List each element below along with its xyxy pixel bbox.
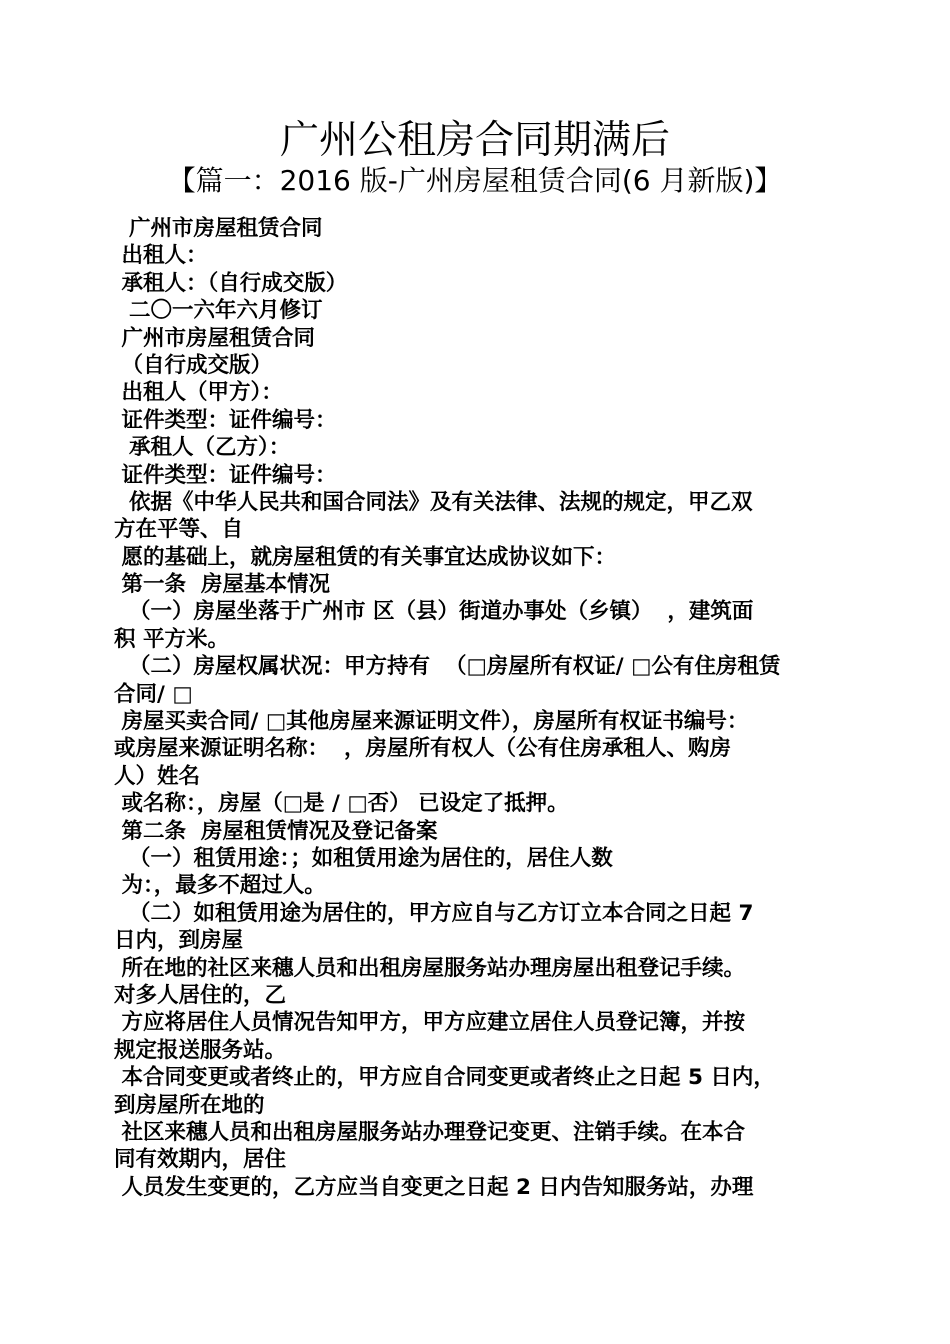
document-line: 规定报送服务站。 [114,1037,287,1063]
document-line: 人）姓名 [114,763,201,789]
document-line: 愿的基础上，就房屋租赁的有关事宜达成协议如下： [114,544,616,570]
document-line: 依据《中华人民共和国合同法》及有关法律、法规的规定，甲乙双 [114,489,753,515]
document-line: 房屋买卖合同/ □其他房屋来源证明文件），房屋所有权证书编号： [114,709,749,735]
document-line: 广州市房屋租赁合同 [114,325,315,351]
document-line: 出租人（甲方）： [114,380,283,406]
document-line: 承租人（乙方）： [114,435,291,461]
document-line: 所在地的社区来穗人员和出租房屋服务站办理房屋出租登记手续。 [114,955,745,981]
document-line: 方应将居住人员情况告知甲方，甲方应建立居住人员登记簿，并按 [114,1010,745,1036]
document-title: 广州公租房合同期满后 [279,118,670,163]
document-line: 或房屋来源证明名称： ，房屋所有权人（公有住房承租人、购房 [114,736,731,762]
document-line: 对多人居住的，乙 [114,982,287,1008]
document-line: （自行成交版） [114,352,272,378]
document-line: 或名称：，房屋（□是 / □否） 已设定了抵押。 [114,791,569,817]
document-line: 积 平方米。 [114,626,229,652]
document-line: （一）租赁用途：；如租赁用途为居住的，居住人数 [114,845,613,871]
document-body [114,215,830,1201]
document-line: 社区来穗人员和出租房屋服务站办理登记变更、注销手续。在本合 [114,1119,745,1145]
document-line: 承租人：（自行成交版） [114,270,348,296]
document-line: 第二条 房屋租赁情况及登记备案 [114,818,438,844]
document-line: 广州市房屋租赁合同 [114,216,323,241]
document-line: 日内，到房屋 [114,928,244,954]
document-line: 证件类型：证件编号： [114,462,337,488]
document-line: 人员发生变更的，乙方应当自变更之日起 2 日内告知服务站，办理 [114,1174,754,1200]
document-line: （二）如租赁用途为居住的，甲方应自与乙方订立本合同之日起 7 [114,900,754,926]
document-line: 本合同变更或者终止的，甲方应自合同变更或者终止之日起 5 日内， [114,1065,775,1091]
document-line: （一）房屋坐落于广州市 区（县）街道办事处（乡镇） ，建筑面 [114,599,754,625]
document-line: 第一条 房屋基本情况 [114,572,330,598]
document-line: 合同/ □ [114,681,193,707]
document-line: （二）房屋权属状况：甲方持有 （□房屋所有权证/ □公有住房租赁 [114,654,781,680]
document-line: 到房屋所在地的 [114,1092,265,1118]
document-line: 为：，最多不超过人。 [114,873,326,899]
document-line: 证件类型：证件编号： [114,407,337,433]
document-line: 同有效期内，居住 [114,1147,287,1173]
document-line: 二〇一六年六月修订 [114,298,323,324]
document-subtitle: 【篇一：2016 版-广州房屋租赁合同(6 月新版)】 [167,164,783,197]
document-line: 方在平等、自 [114,517,244,543]
document-line: 出租人： [114,243,208,269]
